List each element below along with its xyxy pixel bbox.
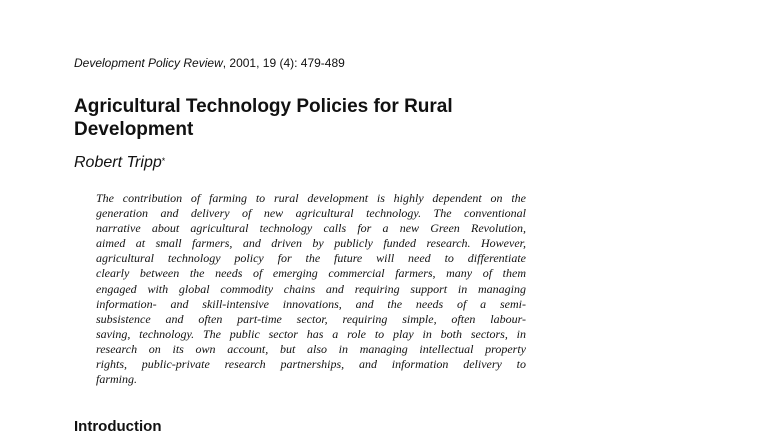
citation-line (74, 55, 345, 71)
abstract-line: farming. (96, 372, 138, 387)
abstract-line: saving, technology. The public sector has a role to play in both sectors, in (96, 326, 526, 341)
abstract-line: clearly between the needs of emerging commercial farmers, many of them (96, 266, 526, 281)
article-title (74, 95, 594, 141)
abstract-line: research on its own account, but also in managing intellectual property (96, 341, 526, 356)
author-footnote-mark: * (161, 156, 166, 166)
author-byline (74, 153, 165, 173)
abstract-line: narrative about agricultural technology calls for a new Green Revolution, (96, 221, 526, 236)
abstract-line: aimed at small farmers, and driven by publicly funded research. However, (96, 236, 526, 251)
abstract-line: generation and delivery of new agricultural technology. The conventional (96, 206, 526, 221)
abstract (96, 191, 526, 387)
abstract-line: rights, public-private research partnerships, and information delivery to (96, 357, 526, 372)
abstract-line: agricultural technology policy for the future will need to differentiate (96, 251, 526, 266)
journal-name: Development Policy Review (74, 56, 223, 70)
section-heading-introduction: Introduction (74, 418, 162, 435)
abstract-line: information- and skill-intensive innovations, and the needs of a semi- (96, 296, 526, 311)
citation-details: , 2001, 19 (4): 479-489 (222, 56, 345, 70)
article-title-line-2: Development (74, 119, 194, 140)
author-name: Robert Tripp (74, 154, 162, 171)
article-title-line-1: Agricultural Technology Policies for Rural (74, 96, 453, 117)
abstract-line: The contribution of farming to rural development is highly dependent on the (96, 191, 526, 205)
abstract-line: subsistence and often part-time sector, requiring simple, often labour- (96, 311, 526, 326)
abstract-line: engaged with global commodity chains and requiring support in managing (96, 281, 526, 296)
